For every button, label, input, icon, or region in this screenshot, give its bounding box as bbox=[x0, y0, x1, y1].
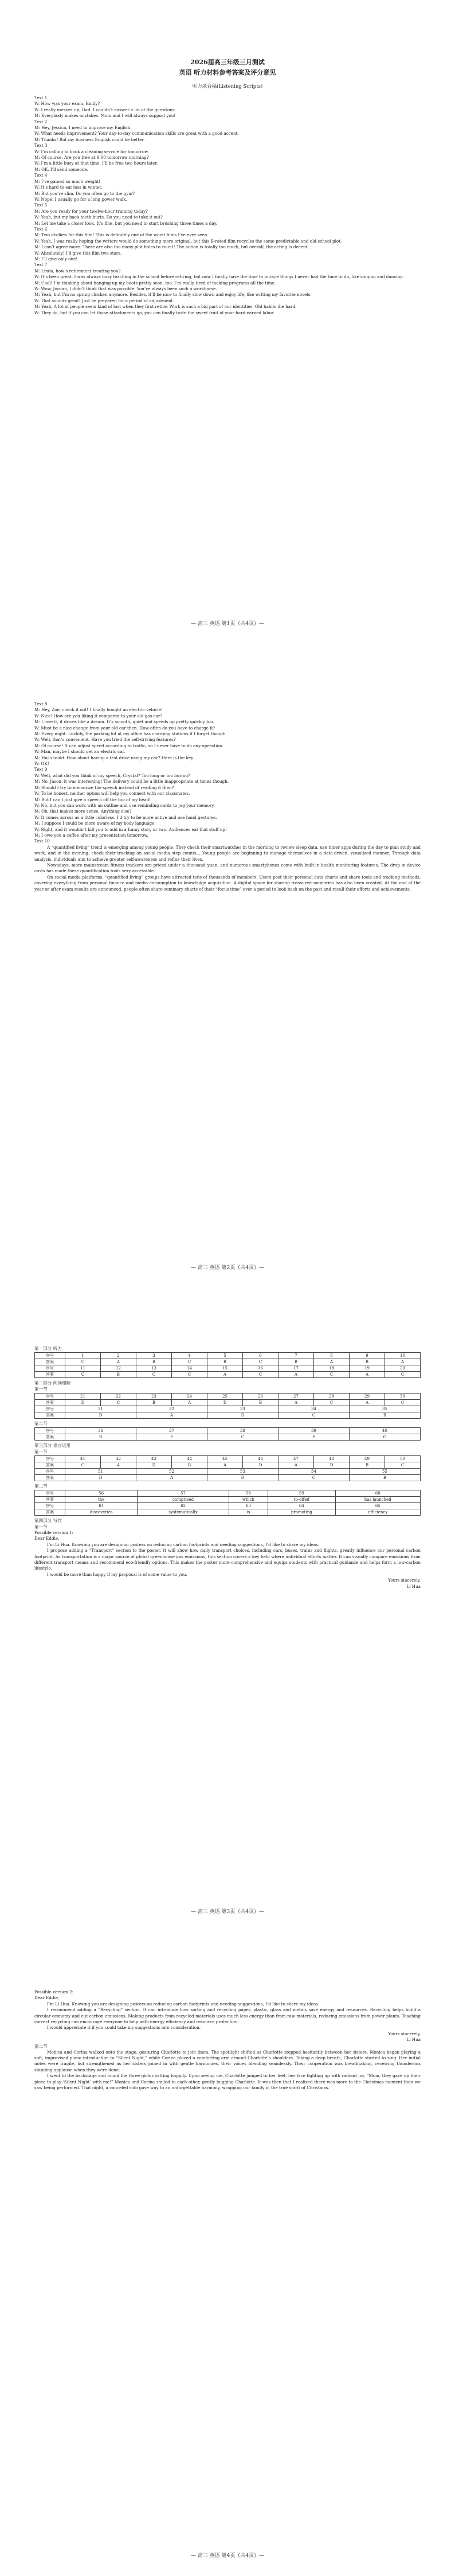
question-number: 64 bbox=[268, 1503, 335, 1509]
answer-cell: discoveries bbox=[65, 1509, 138, 1516]
answer-cell: C bbox=[172, 1372, 207, 1378]
answer-cell: D bbox=[207, 1400, 243, 1406]
question-number: 62 bbox=[138, 1503, 229, 1509]
script-line: W: Absolutely! I’d give this film two stars. bbox=[34, 250, 122, 256]
answer-cell: A bbox=[101, 1359, 136, 1365]
question-number: 20 bbox=[385, 1365, 421, 1372]
version2-paragraphs bbox=[34, 2001, 421, 2031]
part2-sec1: 第一节 bbox=[34, 1387, 48, 1392]
answer-cell: C bbox=[385, 1372, 421, 1378]
part3-title: 第三部分 语言运用 bbox=[34, 1443, 71, 1448]
table-row bbox=[35, 1359, 421, 1365]
question-number: 44 bbox=[172, 1456, 207, 1462]
question-number: 7 bbox=[279, 1353, 314, 1359]
row-label: 答案 bbox=[35, 1434, 65, 1441]
script-lines bbox=[34, 701, 421, 845]
answer-cell: is bbox=[229, 1509, 268, 1516]
question-number: 38 bbox=[207, 1428, 279, 1434]
question-number: 61 bbox=[65, 1503, 138, 1509]
row-label: 序号 bbox=[35, 1456, 65, 1462]
answer-cell: A bbox=[172, 1400, 207, 1406]
question-number: 1 bbox=[65, 1353, 101, 1359]
question-number: 33 bbox=[207, 1406, 279, 1412]
paragraph: I’m Li Hua. Knowing you are designing posters on reducing carbon footprints and needing suggestions, I’d like to share my ideas. bbox=[47, 2001, 320, 2007]
row-label: 序号 bbox=[35, 1406, 65, 1412]
answer-cell: A bbox=[385, 1359, 421, 1365]
possible-version-1: Possible version 1: bbox=[34, 1530, 73, 1535]
paragraph: Nowadays, more mainstream fitness trackers are priced under a thousand yuan, and numerous smartphones come with built-in health monitoring features. The drop in device costs has made these quantification tools very accessible. bbox=[34, 862, 421, 874]
script-line: W: No, but you can work with an outline and use reminding cards to jog your memory. bbox=[34, 802, 215, 808]
answer-cell: has launched bbox=[335, 1497, 420, 1503]
answer-cell: G bbox=[350, 1434, 421, 1441]
script-line: M: I can’t agree more. There are also too many plot holes to count! The action is totally too much, but overall, the acting is decent. bbox=[34, 244, 309, 250]
question-number: 8 bbox=[314, 1353, 350, 1359]
script-line: W: I’m calling to book a cleaning service for tomorrow. bbox=[34, 149, 149, 154]
answer-cell: D bbox=[136, 1462, 172, 1469]
script-line: M: I suppose I could be more aware of my body language. bbox=[34, 821, 156, 826]
question-number: 30 bbox=[385, 1394, 421, 1400]
answer-table bbox=[34, 1352, 421, 1378]
answer-cell: B bbox=[207, 1359, 243, 1365]
table-row bbox=[35, 1353, 421, 1359]
question-number: 16 bbox=[243, 1365, 279, 1372]
question-number: 21 bbox=[65, 1394, 101, 1400]
answer-cell: C bbox=[385, 1400, 421, 1406]
row-label: 答案 bbox=[35, 1509, 65, 1516]
answer-cell: C bbox=[314, 1372, 350, 1378]
page-1 bbox=[0, 0, 455, 644]
script-line: M: Cool! I’m thinking about hanging up my boots pretty soon, too. I’m really tired of making programs all the time. bbox=[34, 280, 276, 286]
table-row bbox=[35, 1394, 421, 1400]
paragraph: Monica and Corina walked onto the stage, gesturing Charlotte to join them. The spotlight shifted as Charlotte stepped hesitantly between her sisters. Monica began playing a soft, improvised piano introduction to “Silent Night,” while Corina placed a comforting arm around Charlotte’s shoulders. Taking a deep breath, Charlotte started to sing. Her initial notes were fragile, but strengthened as her sisters joined in with gentle harmonies, their voices blending seamlessly. Their cooperation was breathtaking, receiving thunderous standing applause when they were done. bbox=[34, 2049, 421, 2072]
paragraph: A “quantified living” trend is emerging among young people. They check their smartwatches in the morning to review sleep data, use timer apps during the day to plan study and work, and in the evening, check their tracking on social media step counts… Young people are beginning to manage themselves in a data-driven, visualized manner. Through data analysis, individuals aim to achieve greater self-awareness and refine their lives. bbox=[34, 844, 421, 862]
script-line: W: Well, that’s convenient. Have you tried the self-driving features? bbox=[34, 737, 176, 743]
sign-off-2: Yours sincerely, bbox=[388, 2031, 421, 2036]
script-lines bbox=[34, 95, 421, 316]
script-line: Text 8 bbox=[34, 701, 48, 707]
question-number: 42 bbox=[101, 1456, 136, 1462]
question-number: 35 bbox=[350, 1406, 421, 1412]
question-number: 56 bbox=[65, 1490, 138, 1497]
answer-cell: E bbox=[136, 1434, 207, 1441]
question-number: 32 bbox=[136, 1406, 207, 1412]
question-number: 17 bbox=[279, 1365, 314, 1372]
script-line: M: Of course! It can adjust speed according to traffic, so I never have to do any operation. bbox=[34, 743, 223, 748]
script-line: Text 3 bbox=[34, 143, 48, 149]
answer-cell: C bbox=[243, 1372, 279, 1378]
greeting-1: Dear Eddie, bbox=[34, 1536, 60, 1541]
possible-version-2: Possible version 2: bbox=[34, 1989, 73, 1995]
answer-cell: C bbox=[65, 1359, 101, 1365]
script-line: M: But you’re slim. Do you often go to the gym? bbox=[34, 190, 135, 196]
question-number: 5 bbox=[207, 1353, 243, 1359]
answer-cell: promoting bbox=[268, 1509, 335, 1516]
answer-cell: A bbox=[207, 1462, 243, 1469]
answer-cell: A bbox=[101, 1462, 136, 1469]
script-line: W: I really messed up, Dad. I couldn’t answer a lot of the questions. bbox=[34, 107, 176, 112]
question-number: 58 bbox=[229, 1490, 268, 1497]
doc-title: 2026届高三年级三月测试 bbox=[190, 58, 265, 66]
script-line: W: OK! bbox=[34, 761, 49, 767]
table-row bbox=[35, 1475, 421, 1481]
page-2 bbox=[0, 644, 455, 1288]
script-line: W: They do, but if you can let those attachments go, you can finally taste the sweet fruit of your hard-earned labor. bbox=[34, 310, 274, 315]
table-row bbox=[35, 1503, 421, 1509]
script-line: Text 4 bbox=[34, 173, 48, 178]
doc-subtitle: 英语 听力材料参考答案及评分意见 bbox=[179, 69, 276, 76]
row-label: 序号 bbox=[35, 1490, 65, 1497]
paragraph: I would appreciate it if you could take my suggestions into consideration. bbox=[47, 2025, 201, 2031]
row-label: 序号 bbox=[35, 1365, 65, 1372]
script-line: W: Yeah, but my back teeth hurts. Do you need to take it out? bbox=[34, 214, 163, 220]
script-line: Text 2 bbox=[34, 119, 48, 124]
answer-cell: D bbox=[65, 1475, 136, 1481]
script-line: M: Hey, Jessica, I need to improve my English. bbox=[34, 125, 132, 131]
answer-table bbox=[34, 1393, 421, 1419]
answer-cell: systematically bbox=[138, 1509, 229, 1516]
greeting-2: Dear Eddie, bbox=[34, 1995, 60, 2001]
question-number: 27 bbox=[279, 1394, 314, 1400]
table-row bbox=[35, 1400, 421, 1406]
table-row bbox=[35, 1412, 421, 1419]
script-line: M: Oh, that makes more sense. Anything else? bbox=[34, 809, 132, 814]
writing-sec1: 第一节 bbox=[34, 1524, 48, 1529]
table-row bbox=[35, 1434, 421, 1441]
script-line: W: Right, and it wouldn’t kill you to add in a funny story or two. Audiences eat that stuff up! bbox=[34, 826, 227, 832]
script-line: M: Are you ready for your twelve-hour training today? bbox=[34, 208, 148, 214]
script-line: W: How was your exam, Emily? bbox=[34, 101, 100, 107]
script-line: M: Should I try to memorize the speech instead of reading it then? bbox=[34, 784, 174, 790]
answer-cell: the bbox=[65, 1497, 138, 1503]
script-line: M: Yeah, but I’m no spring chicken anymore. Besides, it’ll be nice to finally slow down and enjoy life, like writing my favorite novels. bbox=[34, 292, 312, 298]
answer-cell: D bbox=[207, 1412, 279, 1419]
answer-cell: B bbox=[65, 1434, 136, 1441]
row-label: 答案 bbox=[35, 1400, 65, 1406]
script-line: M: Everybody makes mistakes. Mum and I will always support you! bbox=[34, 113, 176, 119]
question-number: 25 bbox=[207, 1394, 243, 1400]
table-row bbox=[35, 1406, 421, 1412]
row-label: 答案 bbox=[35, 1372, 65, 1378]
script-line: W: I’m a little busy at that time. I’ll be free two hours later. bbox=[34, 161, 158, 166]
question-number: 13 bbox=[136, 1365, 172, 1372]
writing-sec2: 第二节 bbox=[34, 2043, 48, 2049]
question-number: 24 bbox=[172, 1394, 207, 1400]
script-line: W: Well, what did you think of my speech, Crystal? Too long or too boring? bbox=[34, 772, 190, 778]
answer-cell: B bbox=[350, 1412, 421, 1419]
script-line: W: Wow, Jordan, I didn’t think that was possible. You’ve always been such a workhorse. bbox=[34, 286, 217, 291]
answer-cell: which bbox=[229, 1497, 268, 1503]
script-line: W: What needs improvement? Your day-to-day communication skills are great with a good accent. bbox=[34, 131, 239, 136]
row-label: 序号 bbox=[35, 1428, 65, 1434]
question-number: 43 bbox=[136, 1456, 172, 1462]
answer-cell: C bbox=[65, 1372, 101, 1378]
script-line: W: It’s hard to eat less in winter. bbox=[34, 185, 103, 190]
question-number: 3 bbox=[136, 1353, 172, 1359]
story-paragraphs bbox=[34, 2050, 421, 2091]
script-line: M: Of course. Are you free at 9:00 tomorrow morning? bbox=[34, 155, 149, 161]
question-number: 19 bbox=[350, 1365, 385, 1372]
script-line: M: I’ll give only one! bbox=[34, 256, 78, 261]
answer-cell: C bbox=[172, 1359, 207, 1365]
question-number: 14 bbox=[172, 1365, 207, 1372]
script-line: W: Nice! How are you liking it compared to your old gas car? bbox=[34, 713, 163, 719]
table-row bbox=[35, 1497, 421, 1503]
part3-sec2: 第二节 bbox=[34, 1484, 48, 1489]
row-label: 答案 bbox=[35, 1475, 65, 1481]
signature-2: Li Hua bbox=[406, 2037, 421, 2043]
paragraph: I’m Li Hua. Knowing you are designing posters on reducing carbon footprints and needing suggestions, I’d like to share my ideas. bbox=[47, 1541, 320, 1547]
question-number: 51 bbox=[65, 1469, 136, 1475]
script-line: W: Must be a nice change from your old car then. How often do you have to charge it? bbox=[34, 725, 215, 731]
answer-cell: A bbox=[279, 1400, 314, 1406]
table-row bbox=[35, 1509, 421, 1516]
answer-cell: D bbox=[65, 1412, 136, 1419]
script-line: M: I love it, it drives like a dream. It’s smooth, quiet and speeds up pretty quickly too. bbox=[34, 719, 214, 725]
script-line: M: Let me take a closer look. It’s fine, but you need to start brushing three times a day. bbox=[34, 220, 217, 226]
question-number: 4 bbox=[172, 1353, 207, 1359]
question-number: 53 bbox=[207, 1469, 279, 1475]
question-number: 36 bbox=[65, 1428, 136, 1434]
question-number: 37 bbox=[136, 1428, 207, 1434]
question-number: 29 bbox=[350, 1394, 385, 1400]
answer-table-part1 bbox=[34, 1352, 421, 1378]
script-line: W: Man, maybe I should get an electric car. bbox=[34, 749, 125, 755]
part2-sec2: 第二节 bbox=[34, 1421, 48, 1426]
sign-off-1: Yours sincerely, bbox=[388, 1578, 421, 1583]
answer-cell: C bbox=[207, 1434, 279, 1441]
answer-table-part2b bbox=[34, 1427, 421, 1441]
version1-paragraphs bbox=[34, 1542, 421, 1578]
question-number: 15 bbox=[207, 1365, 243, 1372]
answer-cell: B bbox=[243, 1400, 279, 1406]
answer-cell: B bbox=[279, 1359, 314, 1365]
question-number: 50 bbox=[385, 1456, 421, 1462]
answer-cell: efficiency bbox=[335, 1509, 420, 1516]
script-line: Text 7 bbox=[34, 262, 48, 268]
page-3 bbox=[0, 1288, 455, 1932]
row-label: 答案 bbox=[35, 1497, 65, 1503]
answer-cell: D bbox=[207, 1475, 279, 1481]
question-number: 49 bbox=[350, 1456, 385, 1462]
page-footer: — 高三 英语 第2页（共4页）— bbox=[190, 1265, 265, 1271]
paragraph: I recommend adding a “Recycling” section. It can introduce how sorting and recycling paper, plastic, glass and metals save energy and resources. Recycling helps build a circular economy and cut carbon emissions. Making products from recycled materials uses much less energy than from raw materials, reducing emissions from power plants. Teaching correct recycling can encourage everyone to help with energy efficiency and resource protection. bbox=[34, 2007, 421, 2025]
question-number: 23 bbox=[136, 1394, 172, 1400]
script-line: M: Linda, how’s retirement treating you? bbox=[34, 268, 121, 274]
answer-cell: C bbox=[65, 1462, 101, 1469]
script-line: M: Yeah. A lot of people seem kind of lost when they first retire. Work is such a big part of our identities. Old habits die hard. bbox=[34, 304, 297, 310]
script-line: M: You should. How about having a test drive using my car? Here is the key. bbox=[34, 755, 194, 760]
page-footer: — 高三 英语 第1页（共4页）— bbox=[190, 621, 265, 627]
script-line: M: No, Jason, it was interesting! The delivery could be a little inappropriate at times though. bbox=[34, 779, 229, 784]
script-line: M: Thanks! But my business English could be better. bbox=[34, 136, 145, 142]
script-line: Text 5 bbox=[34, 202, 48, 208]
question-number: 26 bbox=[243, 1394, 279, 1400]
question-number: 48 bbox=[314, 1456, 350, 1462]
script-line: W: It’s been great. I was always busy teaching in the school before retiring, but now I finally have the time to pursue things I never had the time to do, like singing and dancing. bbox=[34, 274, 405, 280]
script-line: M: OK. I’ll send someone. bbox=[34, 166, 88, 172]
row-label: 序号 bbox=[35, 1394, 65, 1400]
answer-cell: B bbox=[136, 1359, 172, 1365]
script-line: M: I’ve gained so much weight! bbox=[34, 178, 101, 184]
row-label: 序号 bbox=[35, 1469, 65, 1475]
table-row bbox=[35, 1462, 421, 1469]
question-number: 11 bbox=[65, 1365, 101, 1372]
answer-cell: B bbox=[350, 1475, 421, 1481]
part1-title: 第一部分 听力 bbox=[34, 1346, 62, 1351]
question-number: 52 bbox=[136, 1469, 207, 1475]
answer-cell: C bbox=[314, 1400, 350, 1406]
answer-cell: A bbox=[350, 1372, 385, 1378]
script-line: M: Every night. Luckily, the parking lot at my office has charging stations if I forget though. bbox=[34, 731, 227, 737]
row-label: 答案 bbox=[35, 1412, 65, 1419]
section-heading: 听力录音稿(Listening Scripts) bbox=[192, 84, 263, 89]
question-number: 54 bbox=[279, 1469, 350, 1475]
answer-cell: A bbox=[136, 1412, 207, 1419]
question-number: 59 bbox=[268, 1490, 335, 1497]
script-line: W: To be honest, neither option will help you connect with our classmates. bbox=[34, 791, 190, 797]
row-label: 序号 bbox=[35, 1503, 65, 1509]
question-number: 40 bbox=[350, 1428, 421, 1434]
answer-table bbox=[34, 1455, 421, 1481]
paragraph: I would be more than happy if my proposal is of some value to you. bbox=[47, 1571, 187, 1577]
text10-paragraphs bbox=[34, 845, 421, 892]
question-number: 41 bbox=[65, 1456, 101, 1462]
answer-table-part3 bbox=[34, 1455, 421, 1481]
part3-sec1: 第一节 bbox=[34, 1449, 48, 1454]
table-row bbox=[35, 1456, 421, 1462]
question-number: 39 bbox=[279, 1428, 350, 1434]
answer-cell: D bbox=[314, 1462, 350, 1469]
paragraph: I went to the backstage and found the three girls chatting happily. Upon seeing me, Charlotte jumped to her feet, her face lighting up with radiant joy. “Mom, they gave up their piece to play ‘Silent Night’ with me!” Monica and Corina smiled to each other, gently hugging Charlotte. It was then that I realized there was more to the Christmas moment than we saw being performed. That night, a canceled solo gave way to an unforgettable harmony, wrapping our family in the true spirit of Christmas. bbox=[34, 2073, 421, 2091]
script-line: M: I owe you a coffee after my presentation tomorrow. bbox=[34, 832, 148, 838]
page-footer: — 高三 英语 第3页（共4页）— bbox=[190, 1909, 265, 1915]
answer-table bbox=[34, 1427, 421, 1441]
script-line: W: Yeah, I was really hoping the writers would do something more original, but this B-rated film recycles the same predictable and old-school plot. bbox=[34, 238, 342, 244]
script-line: W: It comes across as a little colorless. I’d try to be more active and use hand gestures. bbox=[34, 814, 217, 820]
table-row bbox=[35, 1372, 421, 1378]
answer-cell: D bbox=[65, 1400, 101, 1406]
question-number: 18 bbox=[314, 1365, 350, 1372]
part2-title: 第二部分 阅读理解 bbox=[34, 1380, 71, 1385]
answer-cell: B bbox=[172, 1462, 207, 1469]
script-line: M: Hey, Zoe, check it out! I finally bought an electric vehicle! bbox=[34, 707, 163, 713]
question-number: 65 bbox=[335, 1503, 420, 1509]
question-number: 57 bbox=[138, 1490, 229, 1497]
script-line: M: Two dislikes for this film! This is definitely one of the worst films I’ve ever seen. bbox=[34, 232, 209, 238]
answer-table bbox=[34, 1490, 421, 1516]
answer-cell: to-offed bbox=[268, 1497, 335, 1503]
table-row bbox=[35, 1428, 421, 1434]
answer-cell: C bbox=[101, 1400, 136, 1406]
answer-cell: A bbox=[314, 1359, 350, 1365]
question-number: 31 bbox=[65, 1406, 136, 1412]
script-line: Text 9 bbox=[34, 767, 48, 772]
answer-cell: A bbox=[279, 1372, 314, 1378]
question-number: 34 bbox=[279, 1406, 350, 1412]
answer-cell: B bbox=[101, 1372, 136, 1378]
answer-cell: A bbox=[136, 1475, 207, 1481]
script-line: Text 10 bbox=[34, 838, 50, 844]
answer-cell: B bbox=[136, 1400, 172, 1406]
script-line: W: That sounds great! Just be prepared for a period of adjustment. bbox=[34, 298, 174, 303]
question-number: 2 bbox=[101, 1353, 136, 1359]
answer-cell: A bbox=[207, 1372, 243, 1378]
writing-title: 第四部分 写作 bbox=[34, 1518, 62, 1523]
question-number: 63 bbox=[229, 1503, 268, 1509]
answer-cell: comprised bbox=[138, 1497, 229, 1503]
answer-cell: C bbox=[243, 1359, 279, 1365]
question-number: 9 bbox=[350, 1353, 385, 1359]
answer-cell: B bbox=[350, 1462, 385, 1469]
question-number: 46 bbox=[243, 1456, 279, 1462]
script-line: W: Nope, I usually go for a long power walk. bbox=[34, 196, 127, 202]
table-row bbox=[35, 1490, 421, 1497]
answer-cell: C bbox=[279, 1412, 350, 1419]
question-number: 6 bbox=[243, 1353, 279, 1359]
answer-cell: C bbox=[279, 1475, 350, 1481]
row-label: 答案 bbox=[35, 1462, 65, 1469]
answer-cell: C bbox=[136, 1372, 172, 1378]
answer-cell: F bbox=[279, 1434, 350, 1441]
question-number: 47 bbox=[279, 1456, 314, 1462]
question-number: 60 bbox=[335, 1490, 420, 1497]
answer-table-part3b bbox=[34, 1490, 421, 1516]
page-4 bbox=[0, 1932, 455, 2576]
answer-cell: D bbox=[243, 1462, 279, 1469]
row-label: 答案 bbox=[35, 1359, 65, 1365]
answer-cell: A bbox=[279, 1462, 314, 1469]
table-row bbox=[35, 1365, 421, 1372]
question-number: 45 bbox=[207, 1456, 243, 1462]
question-number: 12 bbox=[101, 1365, 136, 1372]
paragraph: On social media platforms, “quantified living” groups have attracted tens of thousands of members. Users post their personal data charts and share tools and tracking methods, covering everything from personal finance and media consumption to knowledge acquisition. A digital space for sharing treasured memories has also been created. At the end of the year or after exam results are announced, people often share summary charts of their “focus time” over a period to look back on the past and recall their efforts and achievements. bbox=[34, 874, 421, 892]
answer-cell: C bbox=[385, 1462, 421, 1469]
question-number: 22 bbox=[101, 1394, 136, 1400]
answer-cell: A bbox=[350, 1400, 385, 1406]
script-line: Text 1 bbox=[34, 95, 48, 100]
question-number: 10 bbox=[385, 1353, 421, 1359]
paragraph: I propose adding a “Transport” section to the poster. It will show how daily transport choices, including cars, buses, trains and flights, greatly influence our personal carbon footprint. As transportation is a major source of global greenhouse gas emissions, this section covers a key field where individual efforts matter. It can visually compare emissions from different transport means and recommend eco-friendly options. This makes the poster more comprehensive and equips students with practical guidance and helps form a low-carbon lifestyle. bbox=[34, 1548, 421, 1571]
question-number: 28 bbox=[314, 1394, 350, 1400]
script-line: Text 6 bbox=[34, 226, 48, 232]
page-footer: — 高三 英语 第4页（共4页）— bbox=[190, 2553, 265, 2559]
row-label: 序号 bbox=[35, 1353, 65, 1359]
answer-table-part2 bbox=[34, 1393, 421, 1419]
question-number: 55 bbox=[350, 1469, 421, 1475]
answer-cell: B bbox=[350, 1359, 385, 1365]
signature-1: Li Hua bbox=[406, 1583, 421, 1589]
script-line: M: But I can’t just give a speech off the top of my head! bbox=[34, 797, 151, 802]
table-row bbox=[35, 1469, 421, 1475]
